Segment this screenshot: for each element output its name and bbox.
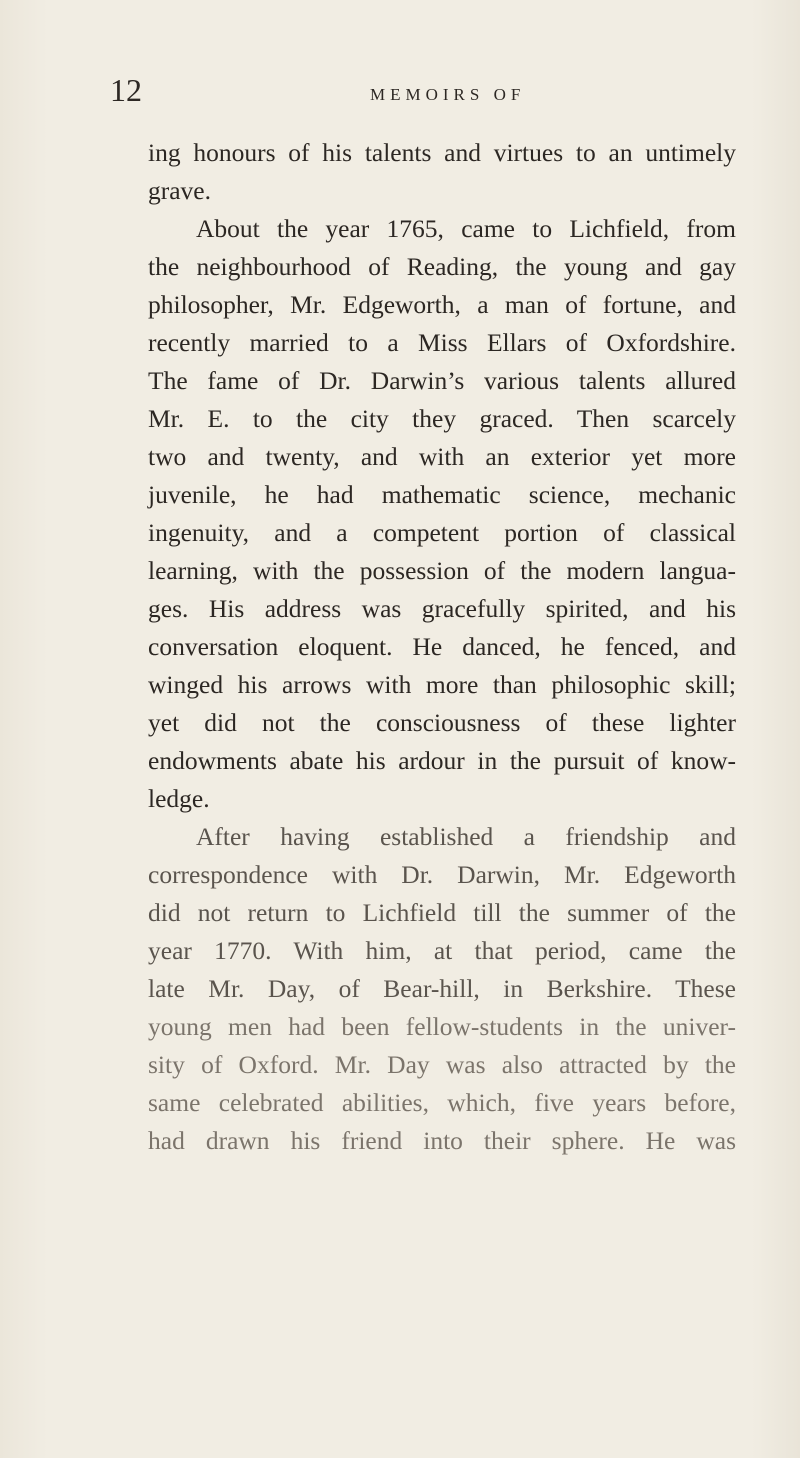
text-line: two and twenty, and with an exterior yet more (148, 442, 736, 471)
running-title: MEMOIRS OF (370, 85, 526, 104)
text-line: the neighbourhood of Reading, the young and gay (148, 252, 736, 281)
text-line: ledge. (148, 784, 210, 813)
text-line: ingenuity, and a competent portion of classical (148, 518, 736, 547)
text-line: philosopher, Mr. Edgeworth, a man of fortune, and (148, 290, 736, 319)
page-number: 12 (110, 72, 142, 108)
text-line: grave. (148, 176, 212, 205)
text-line: young men had been fellow-students in the univer- (148, 1012, 736, 1041)
text-line: After having established a friendship and (196, 822, 736, 851)
text-line: did not return to Lichfield till the summer of the (148, 898, 736, 927)
text-line: learning, with the possession of the modern langua- (148, 556, 736, 585)
running-head (110, 72, 750, 112)
text-line: year 1770. With him, at that period, came the (148, 936, 736, 965)
text-line: Mr. E. to the city they graced. Then scarcely (148, 404, 736, 433)
text-line: correspondence with Dr. Darwin, Mr. Edgeworth (148, 860, 736, 889)
text-line: ges. His address was gracefully spirited, and his (148, 594, 736, 623)
text-line: sity of Oxford. Mr. Day was also attracted by the (148, 1050, 736, 1079)
text-line: juvenile, he had mathematic science, mechanic (148, 480, 736, 509)
text-line: The fame of Dr. Darwin’s various talents allured (148, 366, 736, 395)
body-text (148, 134, 736, 1160)
text-line: ing honours of his talents and virtues to an untimely (148, 138, 736, 167)
text-line: late Mr. Day, of Bear-hill, in Berkshire. These (148, 974, 736, 1003)
text-line: had drawn his friend into their sphere. He was (148, 1126, 736, 1155)
text-line: winged his arrows with more than philosophic skill; (148, 670, 736, 699)
text-line: same celebrated abilities, which, five years before, (148, 1088, 736, 1117)
text-line: endowments abate his ardour in the pursuit of know- (148, 746, 736, 775)
text-line: recently married to a Miss Ellars of Oxfordshire. (148, 328, 736, 357)
text-line: yet did not the consciousness of these lighter (148, 708, 736, 737)
text-line: About the year 1765, came to Lichfield, from (196, 214, 736, 243)
text-line: conversation eloquent. He danced, he fenced, and (148, 632, 736, 661)
